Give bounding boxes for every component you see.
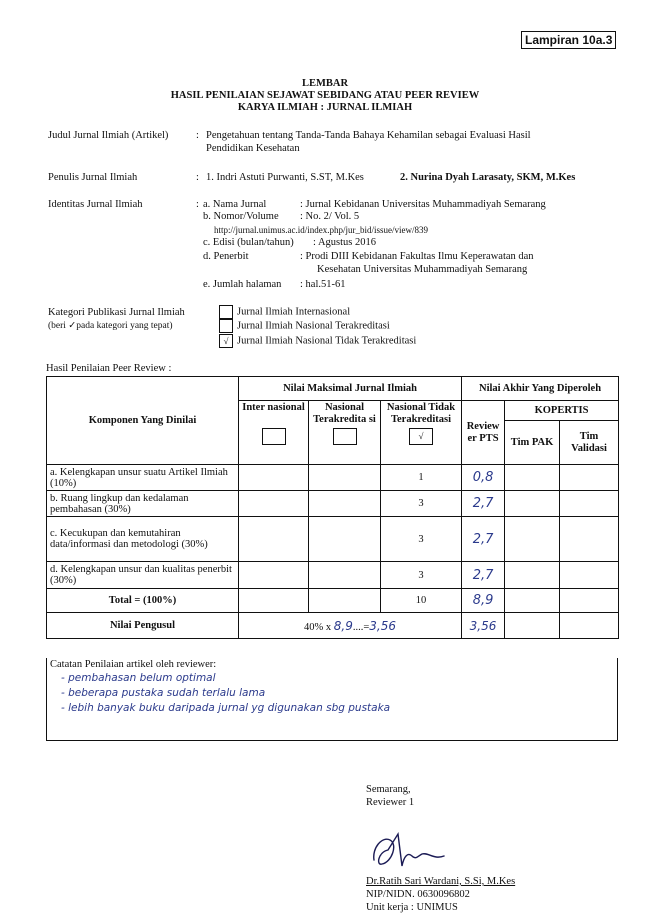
header-nilai-akhir: Nilai Akhir Yang Diperoleh: [462, 377, 619, 401]
penulis-value-2: 2. Nurina Dyah Larasaty, SKM, M.Kes: [400, 172, 576, 183]
title-line-2: HASIL PENILAIAN SEJAWAT SEBIDANG ATAU PEER REVIEW: [170, 90, 480, 101]
formula-sep: ....=: [352, 621, 370, 633]
judul-value: [206, 130, 531, 155]
header-kopertis: KOPERTIS: [505, 401, 619, 421]
maks-cell: 1: [381, 465, 462, 491]
nilai-cell: 0,8: [462, 465, 505, 491]
nomor-value: : No. 2/ Vol. 5: [300, 211, 360, 222]
maks-cell: 3: [381, 517, 462, 562]
header-validasi: Tim Validasi: [560, 421, 619, 465]
signature-unit: Unit kerja : UNIMUS: [366, 902, 458, 913]
colon: :: [196, 199, 199, 210]
halaman-value: : hal.51-61: [300, 279, 346, 290]
catatan-label: Catatan Penilaian artikel oleh reviewer:: [50, 659, 217, 670]
formula-result: 3,56: [369, 618, 396, 633]
kategori-option-label: Jurnal Ilmiah Nasional Terakreditasi: [237, 320, 390, 332]
table-caption: Hasil Penilaian Peer Review :: [46, 363, 172, 374]
pengusul-nilai: 3,56: [462, 613, 505, 639]
judul-label: Judul Jurnal Ilmiah (Artikel): [48, 130, 169, 141]
judul-line-2: Pendidikan Kesehatan: [206, 142, 300, 154]
document-title: [0, 78, 650, 114]
pengusul-label: Nilai Pengusul: [47, 613, 239, 639]
checkbox-icon[interactable]: [333, 428, 357, 445]
formula-prefix: 40% x: [304, 621, 332, 633]
penerbit-value: [300, 251, 534, 276]
title-line-1: LEMBAR: [301, 78, 349, 89]
catatan-box: [46, 658, 618, 741]
nama-label: a. Nama Jurnal: [203, 199, 267, 210]
komponen-cell: d. Kelengkapan unsur dan kualitas penerbit (30%): [47, 562, 239, 589]
penerbit-line-2: Kesehatan Universitas Muhammadiyah Semarang: [317, 263, 528, 275]
identitas-label: Identitas Jurnal Ilmiah: [48, 199, 143, 210]
signature-nip: NIP/NIDN. 0630096802: [366, 889, 470, 900]
header-tidak: [381, 401, 462, 465]
table-row: [47, 465, 619, 491]
checkbox-icon[interactable]: [262, 428, 286, 445]
total-nilai: 8,9: [462, 589, 505, 613]
nilai-cell: 2,7: [462, 491, 505, 517]
header-inter-label: Inter nasional: [242, 402, 305, 413]
pengusul-row: [47, 613, 619, 639]
maks-cell: 3: [381, 562, 462, 589]
total-maks: 10: [381, 589, 462, 613]
kategori-option[interactable]: [219, 319, 416, 333]
header-inter: [239, 401, 309, 465]
edisi-label: c. Edisi (bulan/tahun): [203, 237, 294, 248]
kategori-option-label: Jurnal Ilmiah Nasional Tidak Terakreditasi: [237, 335, 417, 347]
table-row: [47, 491, 619, 517]
nama-value: : Jurnal Kebidanan Universitas Muhammadiyah Semarang: [300, 199, 546, 210]
checkbox-icon[interactable]: √: [219, 334, 233, 348]
header-nasional-label: Nasional Terakredita si: [313, 402, 376, 425]
pengusul-formula: [239, 613, 462, 639]
kategori-option-label: Jurnal Ilmiah Internasional: [237, 306, 351, 318]
signature-role: Reviewer 1: [366, 797, 415, 808]
komponen-cell: b. Ruang lingkup dan kedalaman pembahasan (30%): [47, 491, 239, 517]
table-row: [47, 562, 619, 589]
catatan-notes: [47, 671, 617, 716]
header-pak: Tim PAK: [505, 421, 560, 465]
assessment-table: [46, 376, 619, 639]
checkbox-icon[interactable]: [219, 319, 233, 333]
total-row: [47, 589, 619, 613]
komponen-cell: a. Kelengkapan unsur suatu Artikel Ilmiah (10%): [47, 465, 239, 491]
total-label: Total = (100%): [47, 589, 239, 613]
judul-line-1: Pengetahuan tentang Tanda-Tanda Bahaya Kehamilan sebagai Evaluasi Hasil: [206, 130, 531, 141]
header-nasional: [309, 401, 381, 465]
komponen-cell: c. Kecukupan dan kemutahiran data/informasi dan metodologi (30%): [47, 517, 239, 562]
signature-name: Dr.Ratih Sari Wardani, S.Si, M.Kes: [366, 876, 516, 887]
penerbit-label: d. Penerbit: [203, 251, 249, 262]
checkbox-icon[interactable]: [219, 305, 233, 319]
kategori-option[interactable]: [219, 305, 416, 319]
header-komponen: Komponen Yang Dinilai: [47, 377, 239, 465]
colon: :: [196, 172, 199, 183]
nilai-cell: 2,7: [462, 562, 505, 589]
nomor-label: b. Nomor/Volume: [203, 211, 279, 222]
kategori-label: Kategori Publikasi Jurnal Ilmiah: [48, 307, 185, 318]
lampiran-badge: Lampiran 10a.3: [521, 31, 616, 49]
catatan-note: - pembahasan belum optimal: [61, 672, 216, 684]
penulis-label: Penulis Jurnal Ilmiah: [48, 172, 138, 183]
kategori-options: [219, 305, 416, 348]
colon: :: [196, 130, 199, 141]
kategori-option[interactable]: [219, 334, 416, 348]
header-tidak-label: Nasional Tidak Terakreditasi: [386, 402, 456, 425]
penerbit-line-1: : Prodi DIII Kebidanan Fakultas Ilmu Keperawatan dan: [300, 251, 534, 262]
checkbox-icon[interactable]: √: [409, 428, 433, 445]
signature-mark-icon: [368, 826, 448, 874]
kategori-hint: (beri ✓pada kategori yang tepat): [48, 321, 173, 331]
formula-value: 8,9: [333, 618, 353, 633]
nilai-cell: 2,7: [462, 517, 505, 562]
penulis-value-1: 1. Indri Astuti Purwanti, S.ST, M.Kes: [206, 172, 364, 183]
edisi-value: : Agustus 2016: [313, 237, 377, 248]
catatan-note: - lebih banyak buku daripada jurnal yg digunakan sbg pustaka: [61, 702, 391, 714]
header-nilai-maks: Nilai Maksimal Jurnal Ilmiah: [239, 377, 462, 401]
table-row: [47, 517, 619, 562]
header-reviewer: Review er PTS: [462, 401, 505, 465]
title-line-3: KARYA ILMIAH : JURNAL ILMIAH: [237, 102, 413, 113]
maks-cell: 3: [381, 491, 462, 517]
signature-place: Semarang,: [366, 784, 411, 795]
halaman-label: e. Jumlah halaman: [203, 279, 282, 290]
journal-url: http://jurnal.unimus.ac.id/index.php/jur_bid/issue/view/839: [214, 225, 428, 235]
catatan-note: - beberapa pustaka sudah terlalu lama: [61, 687, 266, 699]
